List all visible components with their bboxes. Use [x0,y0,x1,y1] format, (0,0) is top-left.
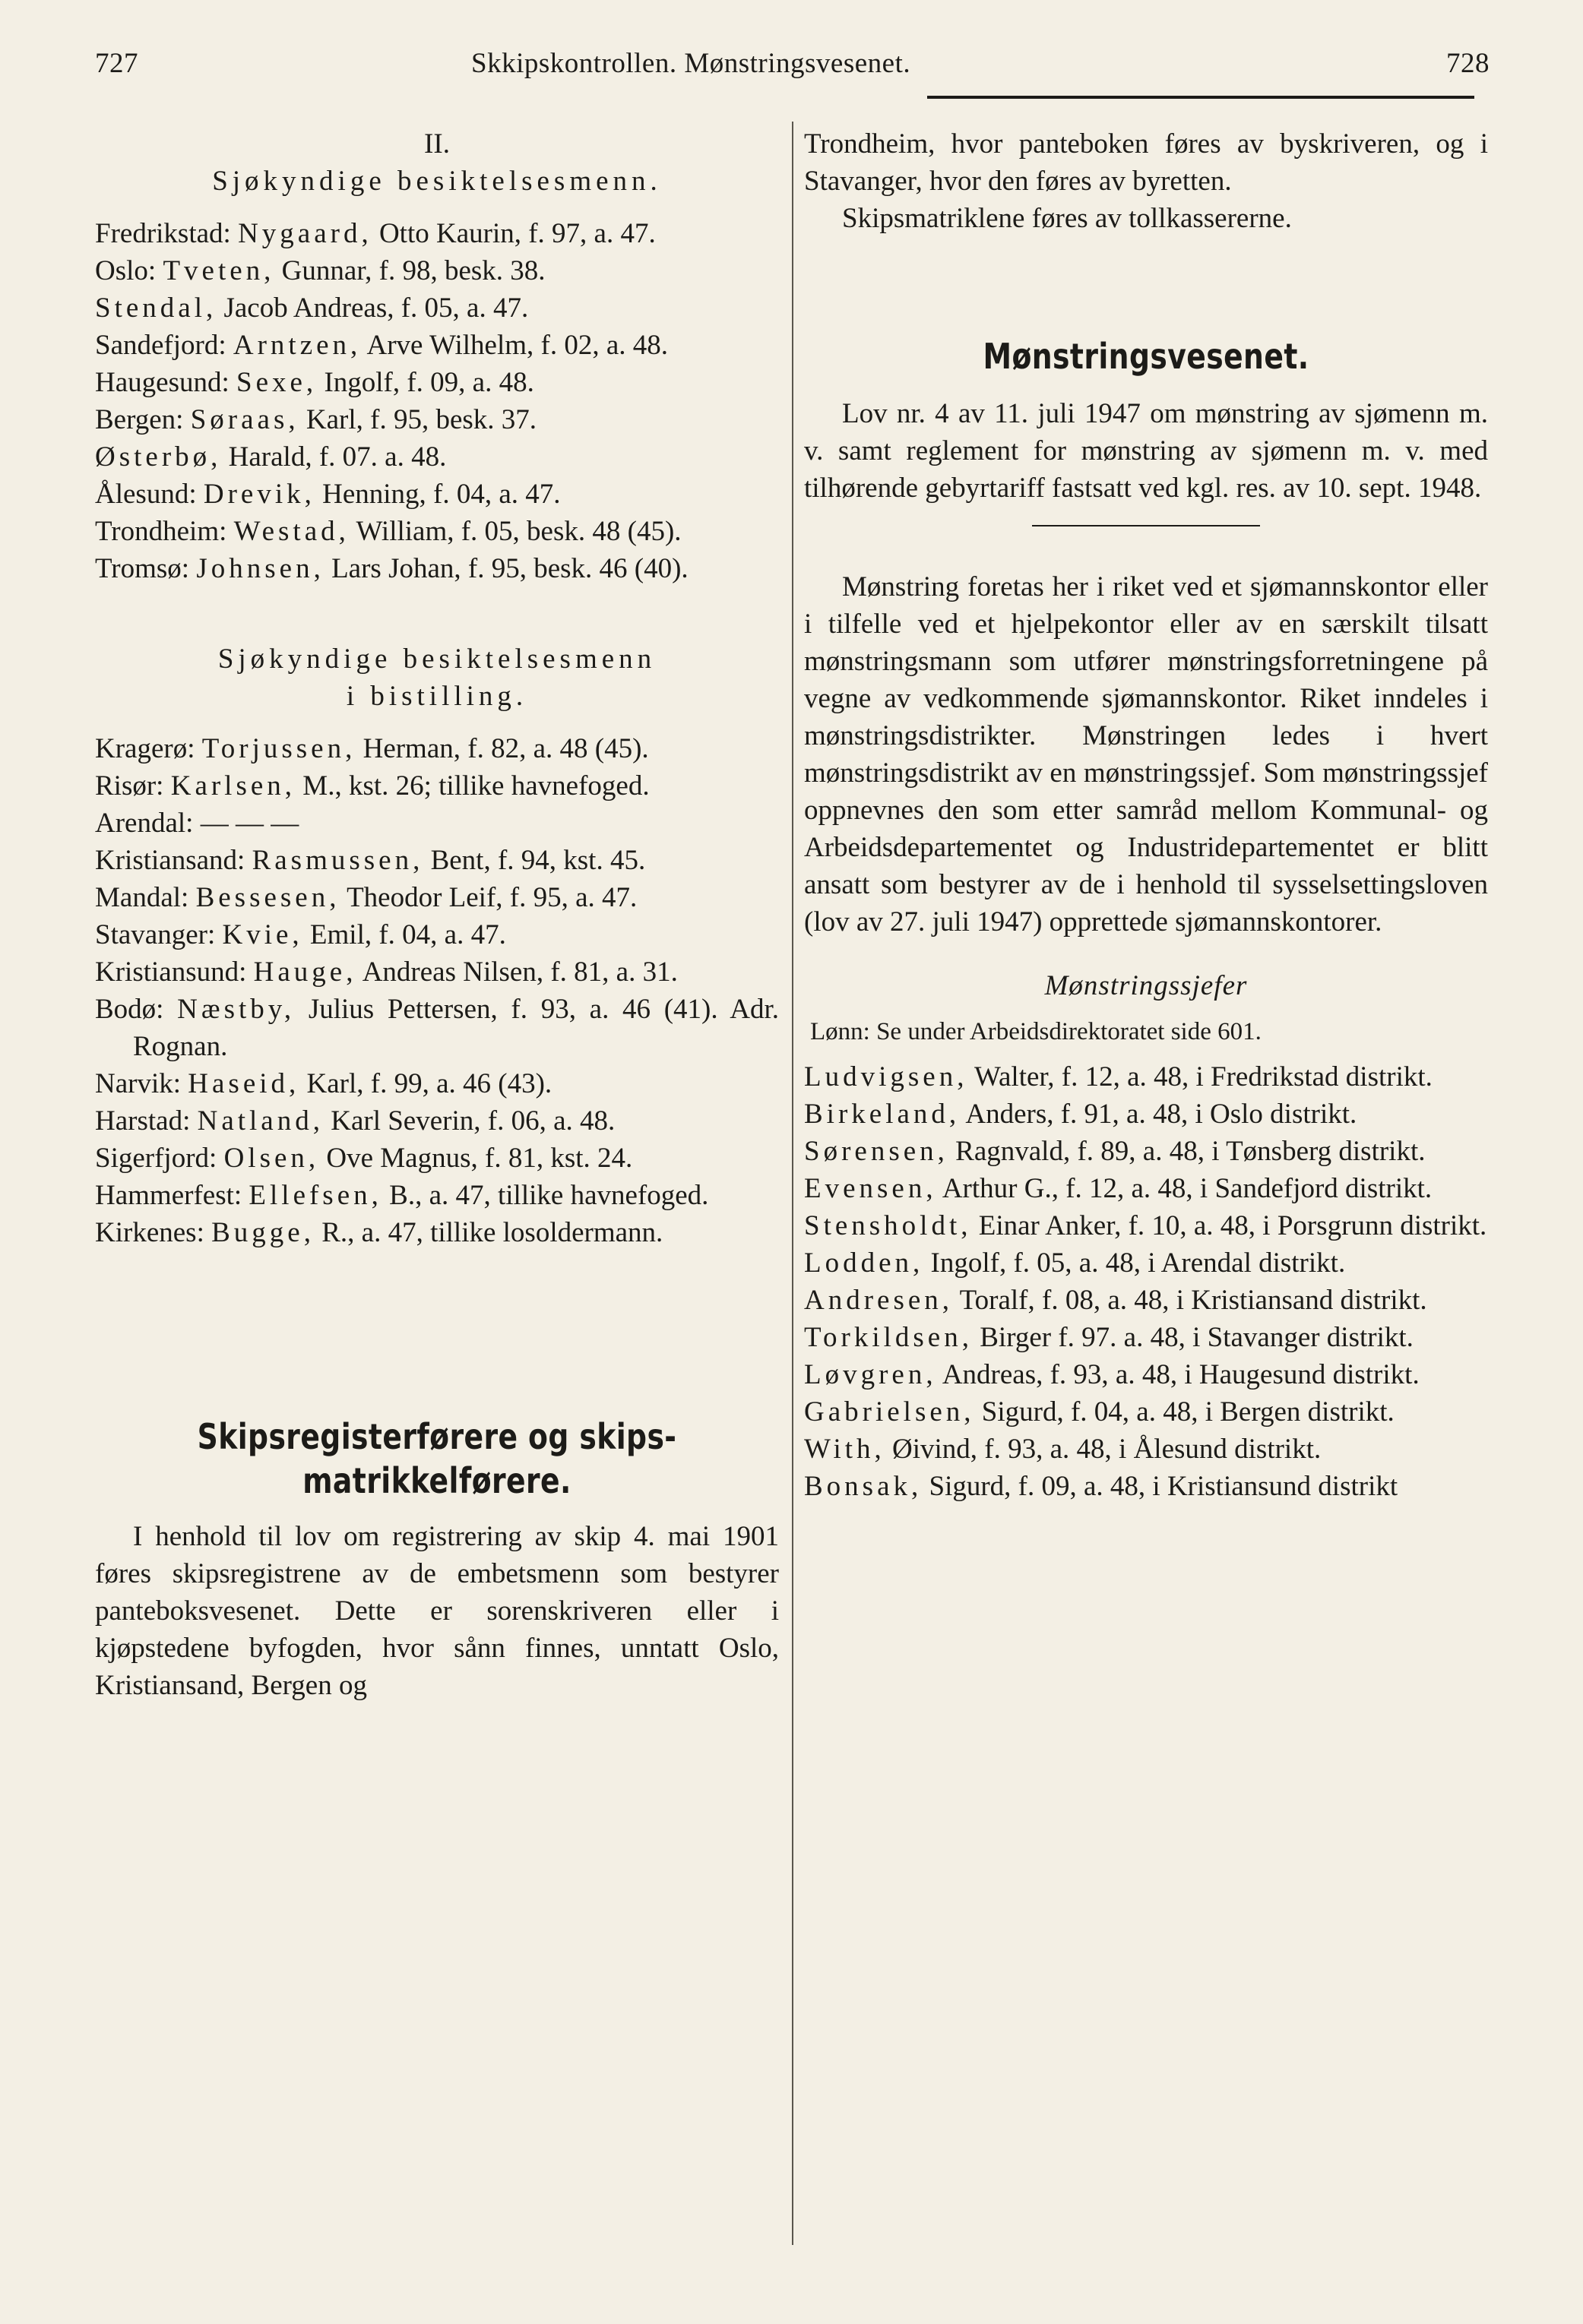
running-title: Skkipskontrollen. Mønstringsvesenet. [471,48,911,79]
paragraph: I henhold til lov om registrering av skip 4. mai 1901 føres skipsregistrene av de embetsmenn som bestyrer panteboksvesenet. Dette er sorenskriveren eller i kjøpstedene byfogden, hvor sånn finnes, unntatt Oslo, Kristiansand, Bergen og [95,1521,779,1701]
entry-name: Lodden, [804,1247,924,1279]
list-item [804,1356,1488,1393]
entry-details: Karl, f. 99, a. 46 (43). [306,1068,552,1099]
entry-name: Bonsak, [804,1471,923,1502]
section-title: matrikkelførere. [302,1460,571,1501]
sub-heading: Mønstringssjefer [1044,970,1248,1001]
entry-place: Arendal: [95,808,194,839]
entry-place: Kristiansund: [95,956,247,988]
list-item [95,1065,779,1102]
paragraph: Lov nr. 4 av 11. juli 1947 om mønstring av sjømenn m. v. samt reglement for mønstring av sjømenn m. v. med tilhørende gebyrtariff fastsatt ved kgl. res. av 10. sept. 1948. [804,398,1488,504]
list-item [804,1468,1488,1505]
entry-name: Evensen, [804,1173,937,1204]
entry-name: Hauge, [253,956,357,988]
list-item [95,1140,779,1177]
entry-details: Toralf, f. 08, a. 48, i Kristiansand distrikt. [959,1285,1427,1316]
section-heading: Sjøkyndige besiktelsesmenn. [212,166,662,197]
section-title: Mønstringsvesenet. [983,336,1309,377]
entry-name: Johnsen, [196,553,325,584]
entry-details: Emil, f. 04, a. 47. [309,919,506,950]
list-item [95,842,779,879]
entry-name: Birkeland, [804,1099,961,1130]
list-item [95,252,779,289]
entry-details: Walter, f. 12, a. 48, i Fredrikstad distrikt. [974,1061,1433,1092]
paragraph: Mønstring foretas her i riket ved et sjømannskontor eller i tilfelle ved et hjelpekontor eller av en særskilt tilsatt mønstringsmann som utfører mønstringsforretningene på vegne av vedkommende sjømannskontor. Riket inndeles i mønstringsdistrikter. Mønstringen ledes i hvert mønstringsdistrikt av en mønstringssjef. Som mønstringssjef oppnevnes den som etter samråd mellom Kommunal- og Arbeidsdepartementet og Industridepartementet er blitt ansatt som bestyrer av de i henhold til sysselsettingsloven (lov av 27. juli 1947) opprettede sjømannskontorer. [804,571,1488,938]
entry-name: Søraas, [190,404,299,435]
entry-list [95,730,779,1251]
entry-details: Einar Anker, f. 10, a. 48, i Porsgrunn distrikt. [978,1210,1487,1241]
entry-details: Ingolf, f. 05, a. 48, i Arendal distrikt. [930,1247,1346,1279]
list-item [804,1431,1488,1468]
entry-name: Stensholdt, [804,1210,972,1241]
list-item [95,550,779,587]
entry-details: Sigurd, f. 09, a. 48, i Kristiansund distrikt [929,1471,1398,1502]
entry-name: Bessesen, [195,882,340,913]
entry-name: Næstby, [177,994,296,1025]
list-item [95,364,779,401]
list-item [95,805,779,842]
entry-name: Gabrielsen, [804,1396,975,1428]
list-item [95,327,779,364]
entry-name: Kvie, [222,919,303,950]
entry-place: Harstad: [95,1105,191,1137]
list-item [95,879,779,916]
entry-details: Arve Wilhelm, f. 02, a. 48. [366,330,669,361]
list-item [804,1244,1488,1282]
list-item [95,916,779,953]
entry-name: Westad, [233,516,350,547]
page-number-right: 728 [1446,48,1490,79]
list-item [95,513,779,550]
entry-name: Nygaard, [238,218,372,249]
entry-details: Lars Johan, f. 95, besk. 46 (40). [331,553,689,584]
list-item [95,438,779,476]
entry-details: Andreas Nilsen, f. 81, a. 31. [362,956,678,988]
entry-place: Sigerfjord: [95,1143,217,1174]
entry-details: Julius Pettersen, f. 93, a. 46 (41). Adr. Rognan. [133,994,780,1062]
list-item [95,476,779,513]
list-item [95,1214,779,1251]
entry-details: Herman, f. 82, a. 48 (45). [363,733,649,764]
entry-details: Bent, f. 94, kst. 45. [430,845,646,876]
page-number-left: 727 [95,48,138,79]
entry-place: Tromsø: [95,553,190,584]
entry-name: Sørensen, [804,1136,948,1167]
entry-details: Andreas, f. 93, a. 48, i Haugesund distrikt. [942,1359,1420,1390]
entry-name: Haseid, [188,1068,300,1099]
list-item [95,401,779,438]
entry-place: Haugesund: [95,367,230,398]
entry-place: Kristiansand: [95,845,245,876]
right-column [804,125,1488,1505]
entry-name: Stendal, [95,292,217,324]
list-item [804,1207,1488,1244]
entry-name: Natland, [197,1105,324,1137]
entry-place: Stavanger: [95,919,216,950]
header-rule [927,96,1474,99]
entry-place: Sandefjord: [95,330,226,361]
entry-details: Theodor Leif, f. 95, a. 47. [347,882,638,913]
list-item [804,1282,1488,1319]
section-title: Skipsregisterførere og skips- [197,1416,677,1457]
entry-place: Risør: [95,770,164,802]
entry-name: Østerbø, [95,441,222,473]
entry-name: Rasmussen, [252,845,424,876]
entry-place: Narvik: [95,1068,182,1099]
running-header [95,47,1490,87]
list-item [804,1319,1488,1356]
list-item [95,1177,779,1214]
entry-details: B., a. 47, tillike havnefoged. [389,1180,709,1211]
entry-name: With, [804,1434,885,1465]
section-heading: Sjøkyndige besiktelsesmenn [217,643,657,675]
chief-list [804,1058,1488,1505]
section-heading: i bistilling. [346,681,528,712]
entry-details: Henning, f. 04, a. 47. [322,479,561,510]
list-item [95,730,779,767]
entry-name: Løvgren, [804,1359,937,1390]
list-item [95,215,779,252]
entry-details: Gunnar, f. 98, besk. 38. [281,255,546,286]
entry-details: William, f. 05, besk. 48 (45). [356,516,682,547]
entry-name: Ludvigsen, [804,1061,968,1092]
list-item [804,1096,1488,1133]
entry-name: Bugge, [211,1217,315,1248]
entry-place: Oslo: [95,255,157,286]
paragraph: Trondheim, hvor panteboken føres av byskriveren, og i Stavanger, hvor den føres av byretten. [804,128,1488,197]
entry-details: Otto Kaurin, f. 97, a. 47. [378,218,656,249]
entry-name: Olsen, [223,1143,320,1174]
entry-details: Sigurd, f. 04, a. 48, i Bergen distrikt. [981,1396,1395,1428]
entry-name: Arntzen, [233,330,362,361]
entry-details: Birger f. 97. a. 48, i Stavanger distrikt. [980,1322,1414,1353]
entry-place: Bodø: [95,994,164,1025]
list-item [95,1102,779,1140]
entry-details: Ingolf, f. 09, a. 48. [324,367,534,398]
entry-details: — — — [200,808,299,839]
entry-list [95,215,779,587]
entry-details: Ove Magnus, f. 81, kst. 24. [326,1143,633,1174]
entry-details: Arthur G., f. 12, a. 48, i Sandefjord distrikt. [942,1173,1433,1204]
entry-details: M., kst. 26; tillike havnefoged. [302,770,650,802]
list-item [804,1170,1488,1207]
entry-place: Bergen: [95,404,184,435]
entry-details: Ragnvald, f. 89, a. 48, i Tønsberg distrikt. [955,1136,1426,1167]
entry-place: Mandal: [95,882,189,913]
entry-place: Trondheim: [95,516,227,547]
section-number: II. [424,128,450,160]
entry-place: Kirkenes: [95,1217,204,1248]
entry-details: Karl Severin, f. 06, a. 48. [331,1105,616,1137]
entry-place: Hammerfest: [95,1180,242,1211]
column-divider [792,122,793,2245]
list-item [95,289,779,327]
entry-details: Karl, f. 95, besk. 37. [306,404,537,435]
list-item [95,991,779,1065]
paragraph: Skipsmatriklene føres av tollkassererne. [842,203,1292,234]
entry-place: Kragerø: [95,733,195,764]
entry-name: Torkildsen, [804,1322,973,1353]
list-item [95,953,779,991]
entry-details: Anders, f. 91, a. 48, i Oslo distrikt. [965,1099,1357,1130]
entry-name: Sexe, [236,367,318,398]
entry-name: Ellefsen, [249,1180,382,1211]
entry-name: Drevik, [203,479,315,510]
left-column [95,125,779,1704]
list-item [804,1133,1488,1170]
entry-place: Ålesund: [95,479,197,510]
entry-details: Øivind, f. 93, a. 48, i Ålesund distrikt. [892,1434,1322,1465]
list-item [804,1058,1488,1096]
entry-name: Karlsen, [170,770,296,802]
entry-name: Andresen, [804,1285,954,1316]
entry-details: R., a. 47, tillike losoldermann. [321,1217,663,1248]
list-item [95,767,779,805]
entry-details: Harald, f. 07. a. 48. [228,441,447,473]
entry-place: Fredrikstad: [95,218,231,249]
entry-details: Jacob Andreas, f. 05, a. 47. [223,292,529,324]
entry-name: Torjussen, [201,733,356,764]
salary-note: Lønn: Se under Arbeidsdirektoratet side 601. [810,1018,1262,1045]
entry-name: Tveten, [163,255,275,286]
list-item [804,1393,1488,1431]
